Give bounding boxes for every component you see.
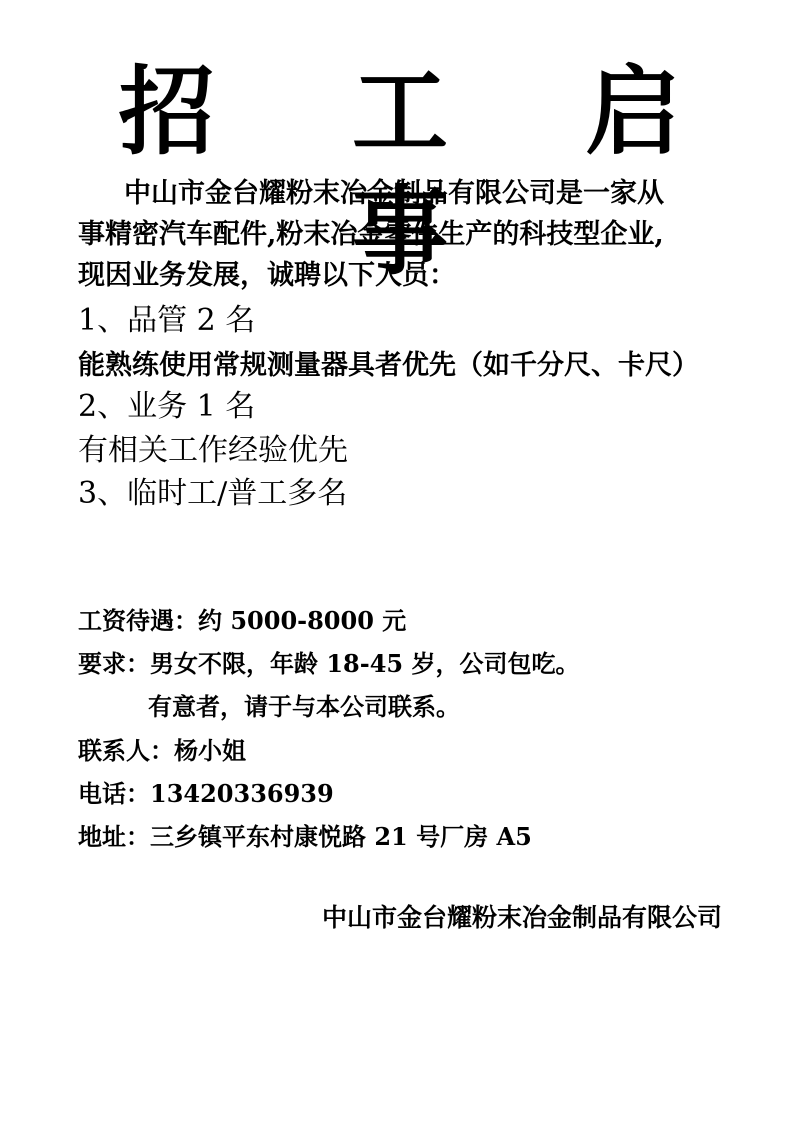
intro-line-2: 事精密汽车配件,粉末冶金零件生产的科技型企业, <box>78 219 664 250</box>
invite-line: 有意者，请于与本公司联系。 <box>148 692 460 721</box>
intro-line-3: 现因业务发展，诚聘以下人员： <box>78 260 456 291</box>
requirements-line: 要求：男女不限，年龄 18-45 岁，公司包吃。 <box>78 649 580 678</box>
phone-line: 电话：13420336939 <box>78 779 334 808</box>
address-line: 地址：三乡镇平东村康悦路 21 号厂房 A5 <box>78 822 532 851</box>
position-note-1: 能熟练使用常规测量器具者优先（如千分尺、卡尺） <box>78 350 699 381</box>
position-heading-2: 2、业务 1 名 <box>78 389 256 424</box>
intro-line-1: 中山市金台耀粉末冶金制品有限公司是一家从 <box>124 178 664 209</box>
position-heading-1: 1、品管 2 名 <box>78 303 256 338</box>
contact-line: 联系人：杨小姐 <box>78 736 246 765</box>
company-signature: 中山市金台耀粉末冶金制品有限公司 <box>321 903 722 932</box>
position-heading-3: 3、临时工/普工多名 <box>78 476 348 511</box>
salary-line: 工资待遇：约 5000-8000 元 <box>78 606 407 635</box>
position-note-2: 有相关工作经验优先 <box>78 433 348 468</box>
page-title: 招 工 启 事 <box>118 55 734 288</box>
